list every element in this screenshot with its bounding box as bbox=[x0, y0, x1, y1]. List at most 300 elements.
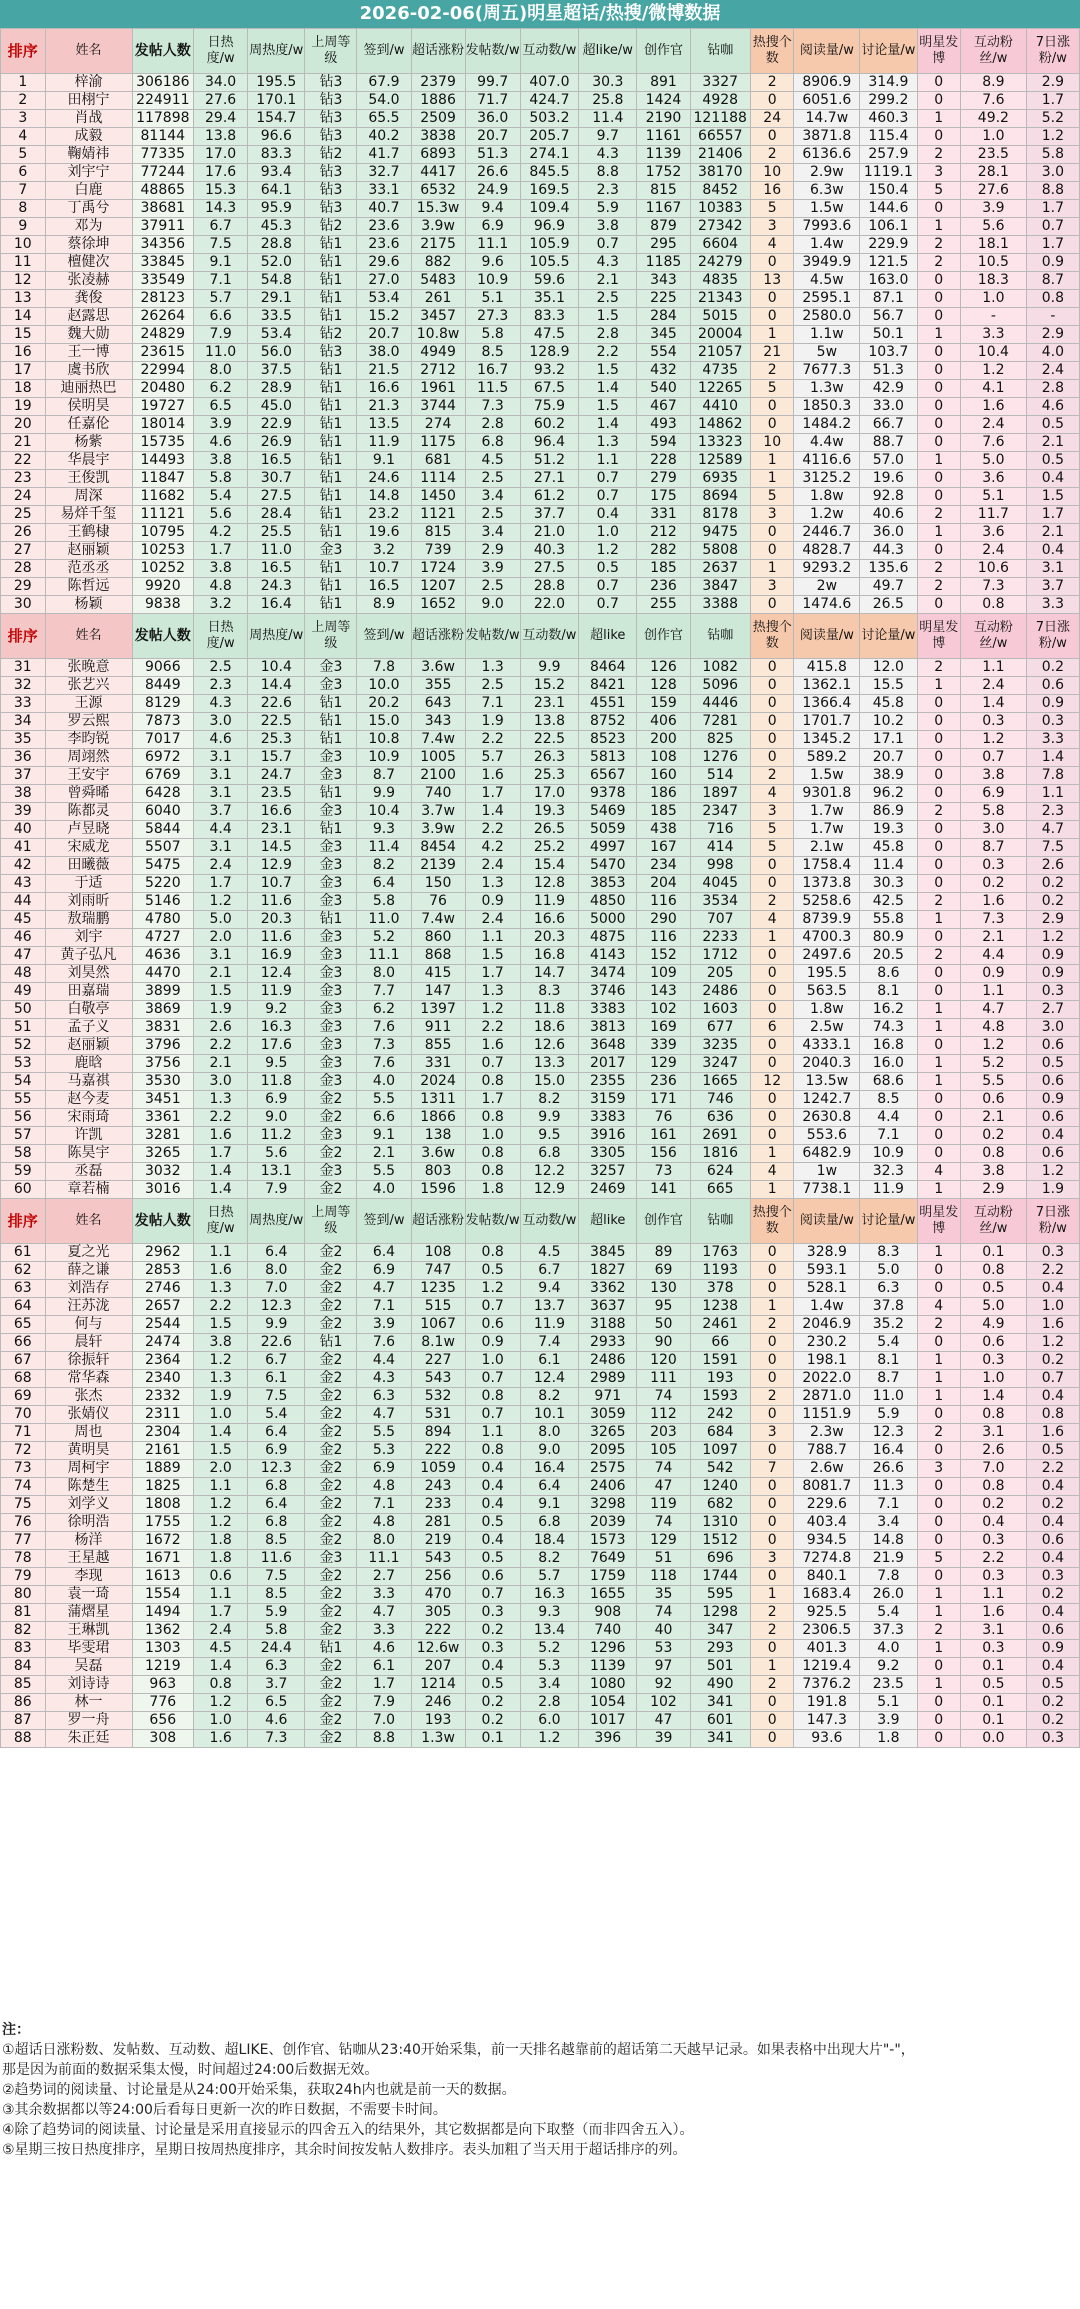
cell-interaction-fans: 0.7 bbox=[960, 749, 1026, 767]
cell-last-week-level: 金2 bbox=[305, 1712, 357, 1730]
cell-rank: 28 bbox=[1, 560, 46, 578]
cell-posters: 19727 bbox=[132, 398, 194, 416]
cell-rank: 67 bbox=[1, 1352, 46, 1370]
cell-interactions: 503.2 bbox=[520, 110, 578, 128]
cell-daily-heat: 3.9 bbox=[194, 416, 248, 434]
cell-interactions: 18.4 bbox=[520, 1532, 578, 1550]
cell-name: 赵今麦 bbox=[45, 1091, 132, 1109]
cell-daily-heat: 3.2 bbox=[194, 596, 248, 614]
cell-checkin: 15.0 bbox=[357, 713, 411, 731]
cell-weekly-heat: 4.6 bbox=[248, 1712, 305, 1730]
cell-read-count: 1474.6 bbox=[794, 596, 860, 614]
cell-weekly-heat: 37.5 bbox=[248, 362, 305, 380]
cell-checkin: 8.0 bbox=[357, 965, 411, 983]
cell-interaction-fans: 0.5 bbox=[960, 1280, 1026, 1298]
cell-super-like: 3853 bbox=[579, 875, 637, 893]
cell-seven-day-fans: 0.2 bbox=[1026, 659, 1079, 677]
cell-posts: 36.0 bbox=[465, 110, 520, 128]
cell-discussion-count: 19.3 bbox=[860, 821, 917, 839]
cell-daily-heat: 1.9 bbox=[194, 1388, 248, 1406]
cell-weekly-heat: 7.3 bbox=[248, 1730, 305, 1748]
cell-daily-heat: 5.7 bbox=[194, 290, 248, 308]
cell-interaction-fans: 4.4 bbox=[960, 947, 1026, 965]
cell-hot-search-count: 0 bbox=[750, 1730, 793, 1748]
cell-creators: 185 bbox=[637, 560, 690, 578]
cell-discussion-count: 17.1 bbox=[860, 731, 917, 749]
table-header-row bbox=[1, 1199, 1080, 1244]
cell-weekly-heat: 11.9 bbox=[248, 983, 305, 1001]
cell-interaction-fans: 0.8 bbox=[960, 596, 1026, 614]
cell-discussion-count: 32.3 bbox=[860, 1163, 917, 1181]
column-header-hot-search-count: 热搜个数 bbox=[750, 1199, 793, 1244]
cell-discussion-count: 74.3 bbox=[860, 1019, 917, 1037]
cell-read-count: 1.2w bbox=[794, 506, 860, 524]
cell-checkin: 9.1 bbox=[357, 452, 411, 470]
cell-daily-heat: 1.7 bbox=[194, 542, 248, 560]
cell-name: 张杰 bbox=[45, 1388, 132, 1406]
cell-read-count: 1219.4 bbox=[794, 1658, 860, 1676]
cell-daily-heat: 1.5 bbox=[194, 983, 248, 1001]
cell-discussion-count: 460.3 bbox=[860, 110, 917, 128]
cell-hot-search-count: 3 bbox=[750, 803, 793, 821]
cell-diamond: 998 bbox=[690, 857, 750, 875]
cell-star-posts: 0 bbox=[917, 1109, 960, 1127]
column-header-interaction-fans: 互动粉丝/w bbox=[960, 614, 1026, 659]
cell-name: 田嘉瑞 bbox=[45, 983, 132, 1001]
cell-daily-heat: 3.0 bbox=[194, 713, 248, 731]
cell-weekly-heat: 6.4 bbox=[248, 1244, 305, 1262]
column-header-last-week-level: 上周等级 bbox=[305, 614, 357, 659]
cell-name: 王俊凯 bbox=[45, 470, 132, 488]
cell-daily-heat: 1.4 bbox=[194, 1181, 248, 1199]
cell-seven-day-fans: 2.9 bbox=[1026, 74, 1079, 92]
column-header-name: 姓名 bbox=[45, 614, 132, 659]
cell-discussion-count: 11.3 bbox=[860, 1478, 917, 1496]
cell-interactions: 15.0 bbox=[520, 1073, 578, 1091]
cell-super-topic-fans: 8454 bbox=[411, 839, 465, 857]
cell-checkin: 13.5 bbox=[357, 416, 411, 434]
cell-posters: 117898 bbox=[132, 110, 194, 128]
cell-weekly-heat: 3.7 bbox=[248, 1676, 305, 1694]
cell-diamond: 665 bbox=[690, 1181, 750, 1199]
cell-diamond: 14862 bbox=[690, 416, 750, 434]
cell-checkin: 4.3 bbox=[357, 1370, 411, 1388]
cell-name: 魏大勋 bbox=[45, 326, 132, 344]
cell-star-posts: 0 bbox=[917, 767, 960, 785]
cell-seven-day-fans: 0.2 bbox=[1026, 1496, 1079, 1514]
cell-interaction-fans: 0.3 bbox=[960, 1640, 1026, 1658]
cell-rank: 19 bbox=[1, 398, 46, 416]
cell-checkin: 10.4 bbox=[357, 803, 411, 821]
cell-diamond: 601 bbox=[690, 1712, 750, 1730]
cell-interaction-fans: 0.8 bbox=[960, 1262, 1026, 1280]
cell-rank: 14 bbox=[1, 308, 46, 326]
cell-creators: 203 bbox=[637, 1424, 690, 1442]
cell-rank: 53 bbox=[1, 1055, 46, 1073]
cell-interaction-fans: 2.4 bbox=[960, 416, 1026, 434]
cell-super-like: 1017 bbox=[579, 1712, 637, 1730]
cell-interactions: 5.3 bbox=[520, 1658, 578, 1676]
cell-name: 徐振轩 bbox=[45, 1352, 132, 1370]
cell-read-count: 2.5w bbox=[794, 1019, 860, 1037]
cell-creators: 74 bbox=[637, 1604, 690, 1622]
cell-posts: 0.4 bbox=[465, 1532, 520, 1550]
cell-discussion-count: 5.4 bbox=[860, 1334, 917, 1352]
cell-interaction-fans: 1.0 bbox=[960, 128, 1026, 146]
cell-last-week-level: 钻1 bbox=[305, 290, 357, 308]
table-row bbox=[1, 857, 1080, 875]
cell-daily-heat: 3.1 bbox=[194, 767, 248, 785]
cell-posters: 9920 bbox=[132, 578, 194, 596]
cell-rank: 50 bbox=[1, 1001, 46, 1019]
cell-creators: 129 bbox=[637, 1532, 690, 1550]
note-line: ②趋势词的阅读量、讨论量是从24:00开始采集，获取24h内也就是前一天的数据。 bbox=[2, 2082, 516, 2098]
cell-interaction-fans: 8.9 bbox=[960, 74, 1026, 92]
cell-star-posts: 0 bbox=[917, 128, 960, 146]
cell-creators: 343 bbox=[637, 272, 690, 290]
cell-posts: 0.2 bbox=[465, 1712, 520, 1730]
cell-diamond: 8694 bbox=[690, 488, 750, 506]
cell-interactions: 109.4 bbox=[520, 200, 578, 218]
cell-diamond: 7281 bbox=[690, 713, 750, 731]
cell-posts: 20.7 bbox=[465, 128, 520, 146]
cell-last-week-level: 金2 bbox=[305, 1406, 357, 1424]
cell-interaction-fans: 28.1 bbox=[960, 164, 1026, 182]
cell-creators: 74 bbox=[637, 1388, 690, 1406]
cell-seven-day-fans: 0.2 bbox=[1026, 1712, 1079, 1730]
cell-checkin: 4.7 bbox=[357, 1280, 411, 1298]
cell-interaction-fans: 10.5 bbox=[960, 254, 1026, 272]
cell-rank: 88 bbox=[1, 1730, 46, 1748]
cell-star-posts: 0 bbox=[917, 839, 960, 857]
cell-daily-heat: 2.3 bbox=[194, 677, 248, 695]
cell-diamond: 825 bbox=[690, 731, 750, 749]
cell-last-week-level: 钻1 bbox=[305, 785, 357, 803]
cell-last-week-level: 钻2 bbox=[305, 326, 357, 344]
cell-name: 梓渝 bbox=[45, 74, 132, 92]
column-header-diamond: 钻咖 bbox=[690, 614, 750, 659]
cell-daily-heat: 4.2 bbox=[194, 524, 248, 542]
cell-super-like: 8752 bbox=[579, 713, 637, 731]
cell-star-posts: 0 bbox=[917, 875, 960, 893]
table-row bbox=[1, 1244, 1080, 1262]
cell-hot-search-count: 1 bbox=[750, 1658, 793, 1676]
cell-rank: 62 bbox=[1, 1262, 46, 1280]
cell-hot-search-count: 0 bbox=[750, 1334, 793, 1352]
column-header-discussion-count: 讨论量/w bbox=[860, 614, 917, 659]
cell-posters: 2332 bbox=[132, 1388, 194, 1406]
cell-last-week-level: 钻1 bbox=[305, 236, 357, 254]
cell-super-topic-fans: 739 bbox=[411, 542, 465, 560]
cell-weekly-heat: 29.1 bbox=[248, 290, 305, 308]
cell-diamond: 3247 bbox=[690, 1055, 750, 1073]
cell-seven-day-fans: 3.7 bbox=[1026, 578, 1079, 596]
cell-super-topic-fans: 470 bbox=[411, 1586, 465, 1604]
cell-read-count: 2580.0 bbox=[794, 308, 860, 326]
cell-super-topic-fans: 643 bbox=[411, 695, 465, 713]
cell-star-posts: 1 bbox=[917, 1370, 960, 1388]
cell-super-topic-fans: 281 bbox=[411, 1514, 465, 1532]
cell-read-count: 198.1 bbox=[794, 1352, 860, 1370]
cell-super-like: 1080 bbox=[579, 1676, 637, 1694]
cell-posts: 9.0 bbox=[465, 596, 520, 614]
cell-hot-search-count: 0 bbox=[750, 857, 793, 875]
cell-creators: 1424 bbox=[637, 92, 690, 110]
cell-interaction-fans: 3.8 bbox=[960, 1163, 1026, 1181]
cell-diamond: 6604 bbox=[690, 236, 750, 254]
cell-diamond: 12589 bbox=[690, 452, 750, 470]
cell-read-count: 93.6 bbox=[794, 1730, 860, 1748]
cell-super-topic-fans: 355 bbox=[411, 677, 465, 695]
table-row bbox=[1, 452, 1080, 470]
table-row bbox=[1, 803, 1080, 821]
cell-posters: 7017 bbox=[132, 731, 194, 749]
cell-daily-heat: 27.6 bbox=[194, 92, 248, 110]
cell-last-week-level: 钻1 bbox=[305, 695, 357, 713]
cell-weekly-heat: 22.9 bbox=[248, 416, 305, 434]
cell-name: 敖瑞鹏 bbox=[45, 911, 132, 929]
cell-daily-heat: 1.2 bbox=[194, 893, 248, 911]
cell-super-like: 2.5 bbox=[579, 290, 637, 308]
cell-weekly-heat: 28.4 bbox=[248, 506, 305, 524]
cell-super-topic-fans: 1397 bbox=[411, 1001, 465, 1019]
cell-read-count: 7677.3 bbox=[794, 362, 860, 380]
cell-hot-search-count: 0 bbox=[750, 749, 793, 767]
cell-super-like: 908 bbox=[579, 1604, 637, 1622]
cell-seven-day-fans: 1.6 bbox=[1026, 1424, 1079, 1442]
cell-checkin: 5.5 bbox=[357, 1091, 411, 1109]
cell-hot-search-count: 0 bbox=[750, 1640, 793, 1658]
cell-posters: 2474 bbox=[132, 1334, 194, 1352]
cell-hot-search-count: 0 bbox=[750, 92, 793, 110]
cell-star-posts: 0 bbox=[917, 1478, 960, 1496]
cell-rank: 36 bbox=[1, 749, 46, 767]
cell-posts: 0.3 bbox=[465, 1604, 520, 1622]
cell-rank: 8 bbox=[1, 200, 46, 218]
cell-weekly-heat: 10.7 bbox=[248, 875, 305, 893]
cell-posters: 963 bbox=[132, 1676, 194, 1694]
cell-super-like: 4551 bbox=[579, 695, 637, 713]
cell-posts: 11.1 bbox=[465, 236, 520, 254]
cell-checkin: 10.8 bbox=[357, 731, 411, 749]
cell-super-like: 5.9 bbox=[579, 200, 637, 218]
cell-creators: 143 bbox=[637, 983, 690, 1001]
cell-name: 周也 bbox=[45, 1424, 132, 1442]
cell-name: 黄子弘凡 bbox=[45, 947, 132, 965]
cell-posts: 1.1 bbox=[465, 929, 520, 947]
table-row bbox=[1, 1586, 1080, 1604]
cell-star-posts: 0 bbox=[917, 713, 960, 731]
column-header-daily-heat: 日热度/w bbox=[194, 1199, 248, 1244]
cell-star-posts: 3 bbox=[917, 1460, 960, 1478]
cell-diamond: 12265 bbox=[690, 380, 750, 398]
cell-posts: 0.8 bbox=[465, 1388, 520, 1406]
cell-posters: 4636 bbox=[132, 947, 194, 965]
cell-daily-heat: 29.4 bbox=[194, 110, 248, 128]
cell-posts: 0.8 bbox=[465, 1244, 520, 1262]
cell-super-like: 740 bbox=[579, 1622, 637, 1640]
cell-creators: 212 bbox=[637, 524, 690, 542]
cell-super-topic-fans: 1596 bbox=[411, 1181, 465, 1199]
cell-last-week-level: 钻1 bbox=[305, 1640, 357, 1658]
cell-daily-heat: 1.3 bbox=[194, 1280, 248, 1298]
table-row bbox=[1, 110, 1080, 128]
cell-weekly-heat: 5.4 bbox=[248, 1406, 305, 1424]
cell-creators: 119 bbox=[637, 1496, 690, 1514]
cell-last-week-level: 金3 bbox=[305, 947, 357, 965]
cell-posters: 10252 bbox=[132, 560, 194, 578]
cell-posters: 8129 bbox=[132, 695, 194, 713]
cell-hot-search-count: 0 bbox=[750, 1280, 793, 1298]
cell-star-posts: 0 bbox=[917, 200, 960, 218]
cell-daily-heat: 1.2 bbox=[194, 1352, 248, 1370]
cell-read-count: 13.5w bbox=[794, 1073, 860, 1091]
cell-weekly-heat: 11.8 bbox=[248, 1073, 305, 1091]
column-header-seven-day-fans: 7日涨粉/w bbox=[1026, 1199, 1079, 1244]
cell-checkin: 11.4 bbox=[357, 839, 411, 857]
cell-diamond: 4446 bbox=[690, 695, 750, 713]
cell-interaction-fans: 23.5 bbox=[960, 146, 1026, 164]
cell-interactions: 845.5 bbox=[520, 164, 578, 182]
cell-rank: 85 bbox=[1, 1676, 46, 1694]
cell-diamond: 21057 bbox=[690, 344, 750, 362]
cell-discussion-count: 10.9 bbox=[860, 1145, 917, 1163]
cell-discussion-count: 144.6 bbox=[860, 200, 917, 218]
cell-star-posts: 0 bbox=[917, 965, 960, 983]
cell-diamond: 21343 bbox=[690, 290, 750, 308]
cell-seven-day-fans: 0.4 bbox=[1026, 1478, 1079, 1496]
cell-super-like: 1.5 bbox=[579, 308, 637, 326]
cell-posts: 1.3 bbox=[465, 983, 520, 1001]
cell-interaction-fans: 2.6 bbox=[960, 1442, 1026, 1460]
cell-super-like: 3159 bbox=[579, 1091, 637, 1109]
cell-interaction-fans: 0.9 bbox=[960, 965, 1026, 983]
cell-posters: 24829 bbox=[132, 326, 194, 344]
cell-rank: 83 bbox=[1, 1640, 46, 1658]
cell-super-topic-fans: 256 bbox=[411, 1568, 465, 1586]
cell-daily-heat: 0.6 bbox=[194, 1568, 248, 1586]
cell-posts: 5.8 bbox=[465, 326, 520, 344]
cell-hot-search-count: 10 bbox=[750, 164, 793, 182]
cell-read-count: 229.6 bbox=[794, 1496, 860, 1514]
cell-discussion-count: 115.4 bbox=[860, 128, 917, 146]
cell-discussion-count: 96.2 bbox=[860, 785, 917, 803]
cell-interactions: 12.4 bbox=[520, 1370, 578, 1388]
cell-discussion-count: 8.6 bbox=[860, 965, 917, 983]
cell-seven-day-fans: 5.2 bbox=[1026, 110, 1079, 128]
cell-interaction-fans: 7.6 bbox=[960, 92, 1026, 110]
cell-last-week-level: 金3 bbox=[305, 1055, 357, 1073]
cell-creators: 69 bbox=[637, 1262, 690, 1280]
cell-weekly-heat: 16.3 bbox=[248, 1019, 305, 1037]
cell-super-like: 8.8 bbox=[579, 164, 637, 182]
cell-star-posts: 0 bbox=[917, 1694, 960, 1712]
cell-name: 李现 bbox=[45, 1568, 132, 1586]
cell-last-week-level: 金3 bbox=[305, 1019, 357, 1037]
cell-star-posts: 0 bbox=[917, 1091, 960, 1109]
table-row bbox=[1, 1316, 1080, 1334]
cell-daily-heat: 1.7 bbox=[194, 875, 248, 893]
cell-daily-heat: 6.6 bbox=[194, 308, 248, 326]
note-line: ④除了趋势词的阅读量、讨论量是采用直接显示的四舍五入的结果外，其它数据都是向下取整（而非四舍五入）。 bbox=[2, 2122, 694, 2138]
cell-interactions: 8.3 bbox=[520, 983, 578, 1001]
cell-checkin: 19.6 bbox=[357, 524, 411, 542]
cell-creators: 118 bbox=[637, 1568, 690, 1586]
cell-interaction-fans: 8.7 bbox=[960, 839, 1026, 857]
cell-creators: 339 bbox=[637, 1037, 690, 1055]
cell-hot-search-count: 0 bbox=[750, 128, 793, 146]
cell-creators: 236 bbox=[637, 1073, 690, 1091]
cell-creators: 128 bbox=[637, 677, 690, 695]
cell-name: 赵丽颖 bbox=[45, 1037, 132, 1055]
cell-daily-heat: 1.6 bbox=[194, 1262, 248, 1280]
cell-super-topic-fans: 76 bbox=[411, 893, 465, 911]
column-header-diamond: 钻咖 bbox=[690, 29, 750, 74]
cell-read-count: 1.5w bbox=[794, 767, 860, 785]
cell-discussion-count: 299.2 bbox=[860, 92, 917, 110]
cell-rank: 31 bbox=[1, 659, 46, 677]
cell-interactions: 7.4 bbox=[520, 1334, 578, 1352]
table-row bbox=[1, 1730, 1080, 1748]
cell-posters: 22994 bbox=[132, 362, 194, 380]
cell-posts: 51.3 bbox=[465, 146, 520, 164]
cell-diamond: 707 bbox=[690, 911, 750, 929]
table-row bbox=[1, 1424, 1080, 1442]
cell-super-like: 4143 bbox=[579, 947, 637, 965]
cell-last-week-level: 金2 bbox=[305, 1370, 357, 1388]
cell-super-topic-fans: 7.4w bbox=[411, 911, 465, 929]
cell-interactions: 47.5 bbox=[520, 326, 578, 344]
cell-weekly-heat: 5.9 bbox=[248, 1604, 305, 1622]
cell-rank: 40 bbox=[1, 821, 46, 839]
cell-daily-heat: 15.3 bbox=[194, 182, 248, 200]
cell-super-topic-fans: 138 bbox=[411, 1127, 465, 1145]
column-header-super-topic-fans: 超话涨粉 bbox=[411, 1199, 465, 1244]
cell-last-week-level: 金2 bbox=[305, 1280, 357, 1298]
table-row bbox=[1, 578, 1080, 596]
cell-weekly-heat: 16.5 bbox=[248, 560, 305, 578]
cell-discussion-count: 55.8 bbox=[860, 911, 917, 929]
cell-checkin: 40.2 bbox=[357, 128, 411, 146]
cell-rank: 23 bbox=[1, 470, 46, 488]
cell-interactions: 25.3 bbox=[520, 767, 578, 785]
cell-interaction-fans: 5.6 bbox=[960, 218, 1026, 236]
cell-daily-heat: 3.1 bbox=[194, 749, 248, 767]
cell-posts: 0.7 bbox=[465, 1298, 520, 1316]
cell-creators: 129 bbox=[637, 1055, 690, 1073]
cell-rank: 6 bbox=[1, 164, 46, 182]
cell-rank: 34 bbox=[1, 713, 46, 731]
cell-hot-search-count: 3 bbox=[750, 1424, 793, 1442]
cell-diamond: 347 bbox=[690, 1622, 750, 1640]
cell-interaction-fans: 0.6 bbox=[960, 1334, 1026, 1352]
cell-interactions: 75.9 bbox=[520, 398, 578, 416]
cell-creators: 108 bbox=[637, 749, 690, 767]
column-header-creators: 创作官 bbox=[637, 614, 690, 659]
cell-checkin: 8.9 bbox=[357, 596, 411, 614]
cell-weekly-heat: 6.8 bbox=[248, 1478, 305, 1496]
cell-star-posts: 0 bbox=[917, 344, 960, 362]
cell-read-count: 1345.2 bbox=[794, 731, 860, 749]
cell-rank: 26 bbox=[1, 524, 46, 542]
cell-posts: 0.5 bbox=[465, 1514, 520, 1532]
cell-super-topic-fans: 2509 bbox=[411, 110, 465, 128]
cell-seven-day-fans: 0.3 bbox=[1026, 713, 1079, 731]
cell-hot-search-count: 1 bbox=[750, 1586, 793, 1604]
table-row bbox=[1, 290, 1080, 308]
cell-diamond: 3235 bbox=[690, 1037, 750, 1055]
cell-super-topic-fans: 860 bbox=[411, 929, 465, 947]
